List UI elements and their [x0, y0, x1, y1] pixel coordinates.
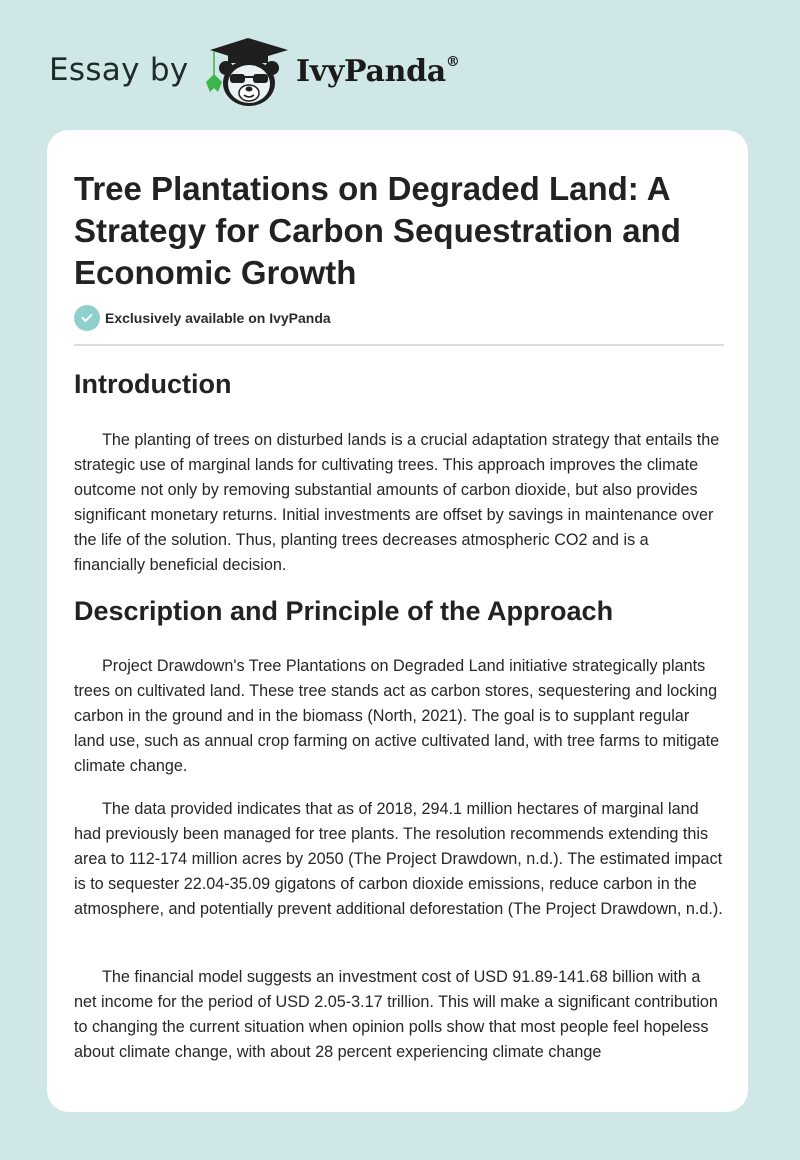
- essay-title: Tree Plantations on Degraded Land: A Strategy for Carbon Sequestration and Economic Growth: [74, 170, 681, 291]
- exclusive-badge: [74, 305, 331, 331]
- paragraph: The data provided indicates that as of 2018, 294.1 million hectares of marginal land had previously been managed for tree plants. The resolution recommends extending this area to 112-174 million acres by 2050 (The Project Drawdown, n.d.). The estimated impact is to sequester 22.04-35.09 gigatons of carbon dioxide emissions, reduce carbon in the atmosphere, and potentially prevent additional deforestation (The Project Drawdown, n.d.).: [74, 800, 723, 918]
- section-heading-introduction: Introduction: [74, 369, 232, 399]
- essay-card: [47, 130, 748, 1112]
- brand-logo-text[interactable]: IvyPanda®: [296, 54, 460, 89]
- essay-by-label: Essay by: [49, 52, 189, 88]
- check-circle-icon: [74, 305, 100, 331]
- section-heading-description: Description and Principle of the Approach: [74, 596, 614, 626]
- paragraph: Project Drawdown's Tree Plantations on Degraded Land initiative strategically plants trees on cultivated land. These tree stands act as carbon stores, sequestering and locking carbon in the ground and in the biomass (North, 2021). The goal is to supplant regular land use, such as annual crop farming on active cultivated land, with tree farms to mitigate climate change.: [74, 657, 720, 775]
- paragraph: The financial model suggests an investment cost of USD 91.89-141.68 billion with a net income for the period of USD 2.05-3.17 trillion. This will make a significant contribution to changing the current situation when opinion polls show that most people feel hopeless about climate change, with about 28 percent experiencing climate change: [74, 968, 718, 1061]
- panda-graduate-icon[interactable]: [202, 36, 292, 108]
- paragraph: The planting of trees on disturbed lands is a crucial adaptation strategy that entails the strategic use of marginal lands for cultivating trees. This approach improves the climate outcome not only by removing substantial amounts of carbon dioxide, but also provides significant monetary returns. Initial investments are offset by savings in maintenance over the life of the solution. Thus, planting trees decreases atmospheric CO2 and is a financially beneficial decision.: [74, 431, 720, 574]
- site-header: [0, 0, 800, 130]
- exclusive-label: Exclusively available on IvyPanda: [105, 310, 331, 326]
- divider: [74, 344, 724, 346]
- registered-mark: ®: [445, 54, 460, 70]
